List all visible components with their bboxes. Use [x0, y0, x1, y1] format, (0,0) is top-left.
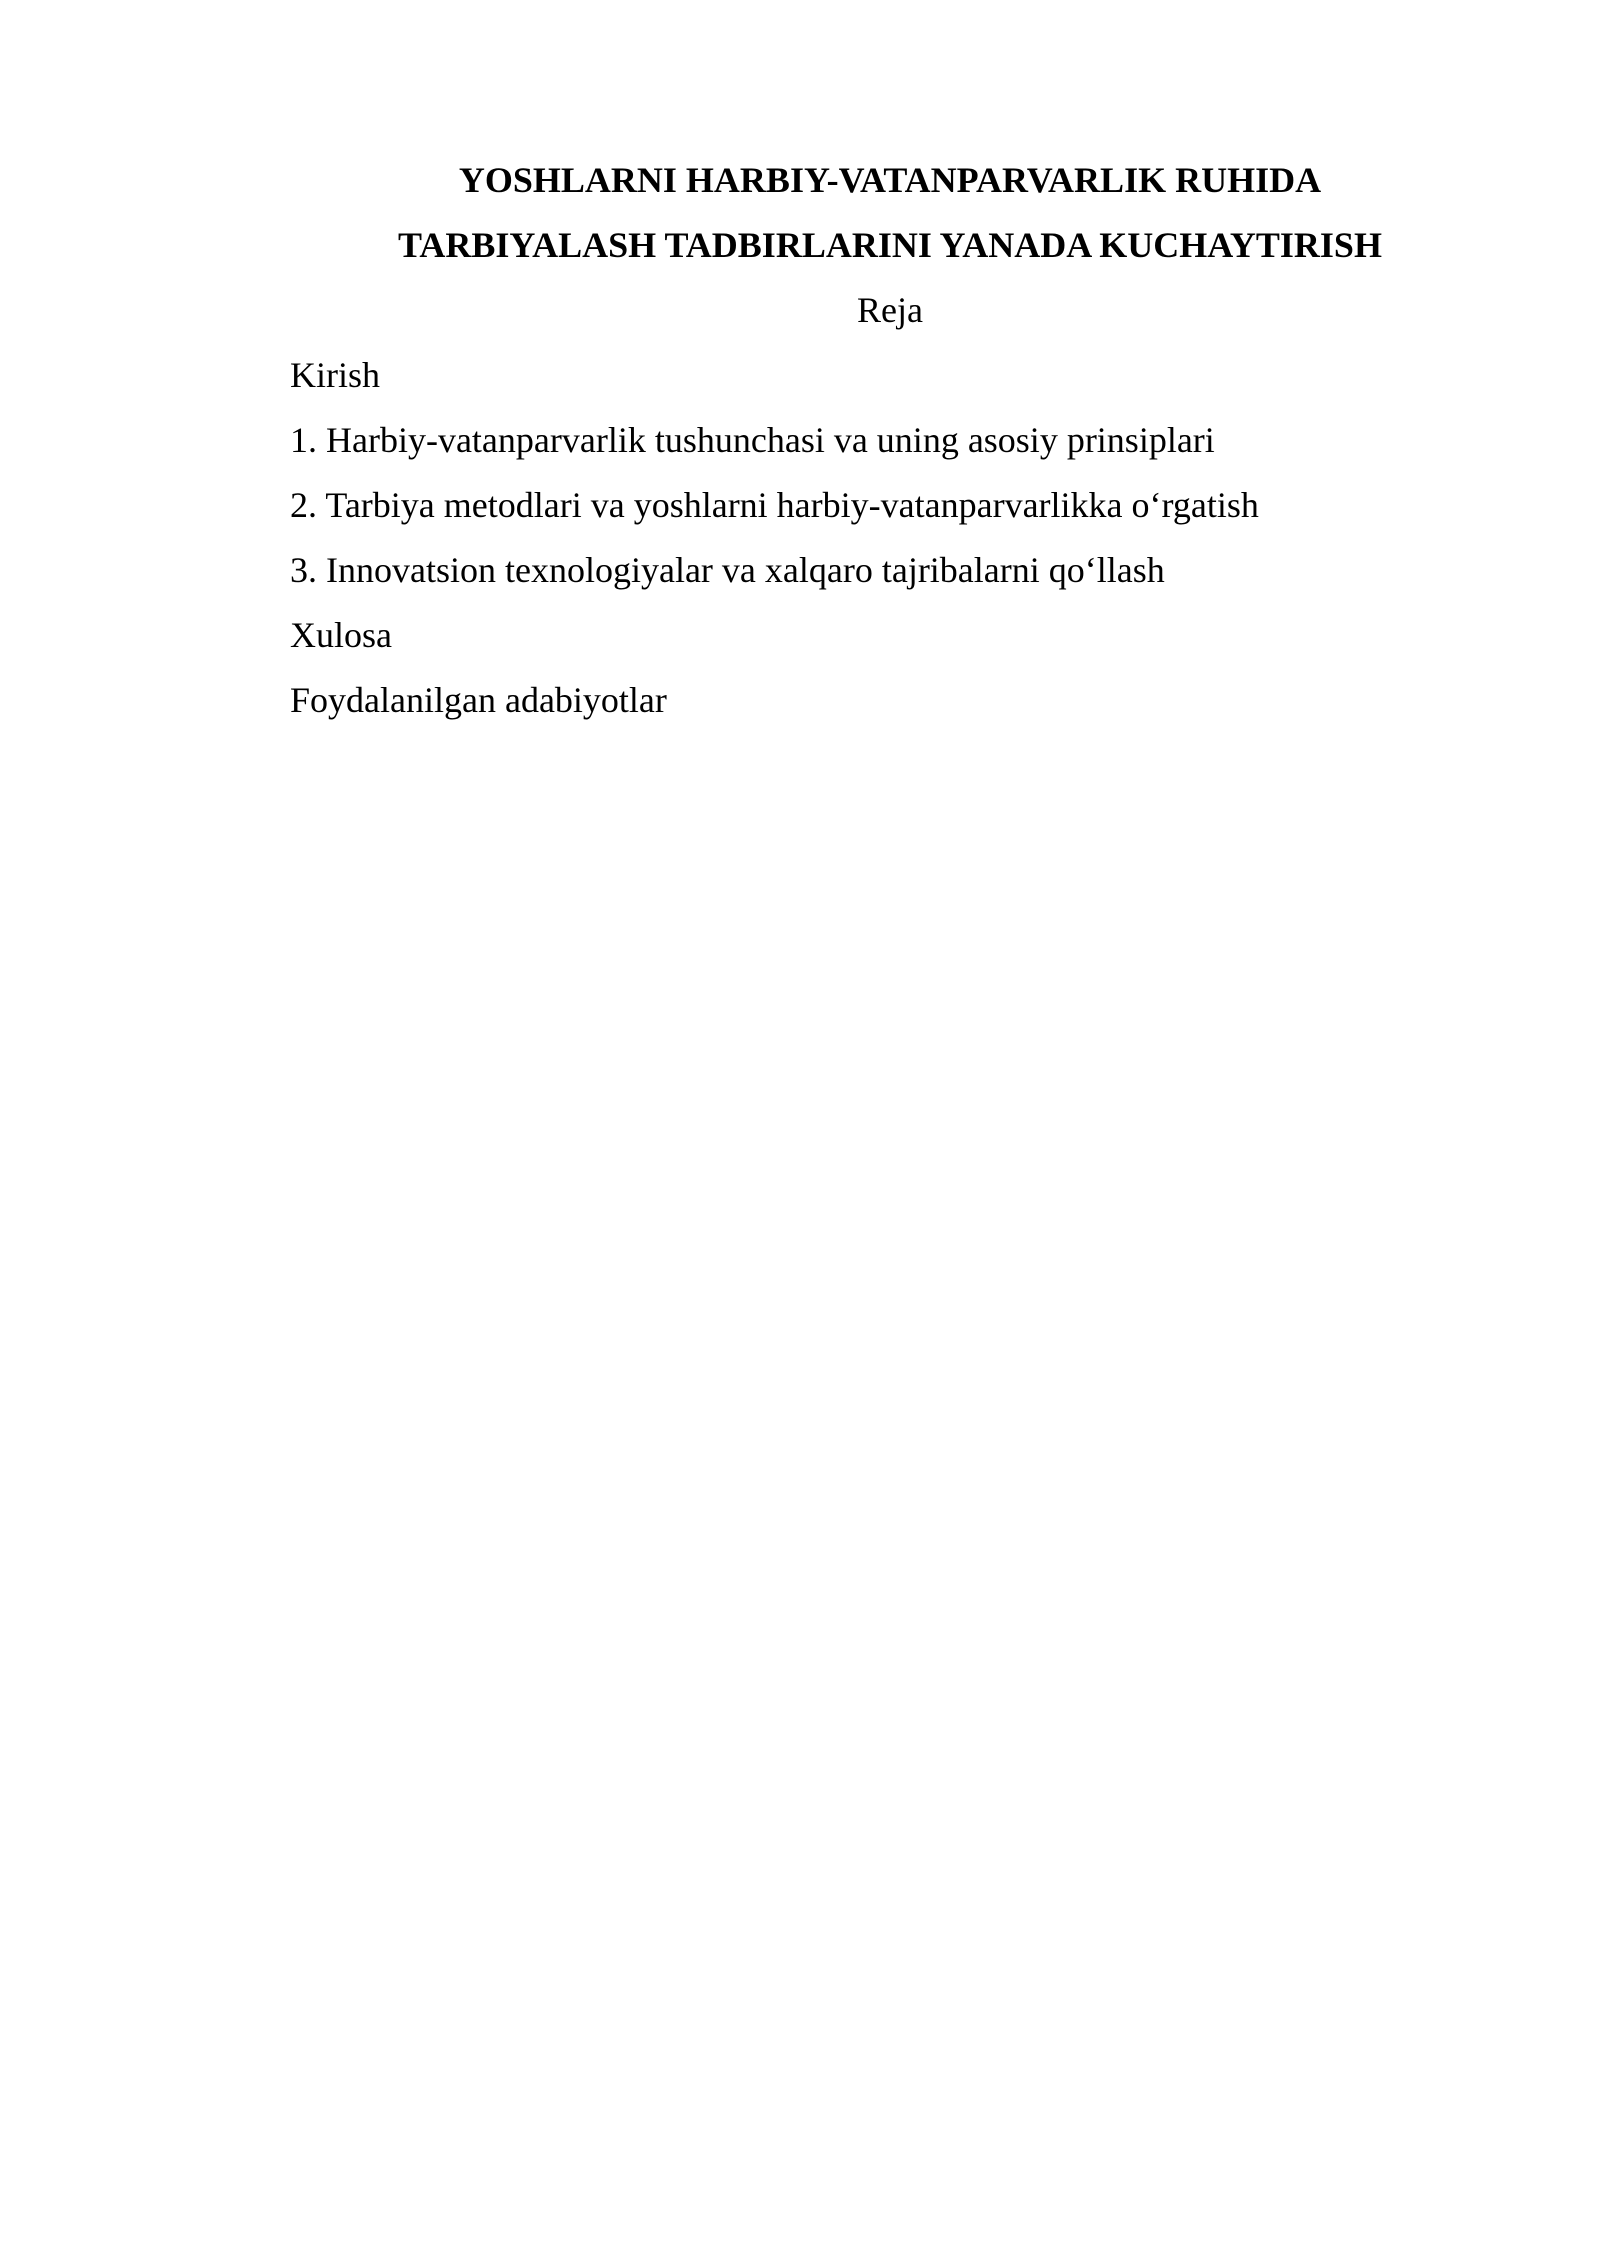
- plan-list: [290, 343, 1490, 733]
- plan-item-conclusion: Xulosa: [290, 615, 392, 655]
- plan-heading: Reja: [857, 290, 923, 330]
- plan-item-references: Foydalanilgan adabiyotlar: [290, 680, 667, 720]
- document-title-line-1: YOSHLARNI HARBIY-VATANPARVARLIK RUHIDA: [458, 160, 1322, 200]
- plan-item-1: 1. Harbiy-vatanparvarlik tushunchasi va uning asosiy prinsiplari: [290, 420, 1215, 460]
- plan-item-2: 2. Tarbiya metodlari va yoshlarni harbiy-vatanparvarlikka o‘rgatish: [290, 485, 1259, 525]
- document-title-line-2: TARBIYALASH TADBIRLARINI YANADA KUCHAYTIRISH: [398, 225, 1382, 265]
- title-block: [290, 148, 1490, 343]
- plan-item-introduction: Kirish: [290, 355, 380, 395]
- plan-item-3: 3. Innovatsion texnologiyalar va xalqaro tajribalarni qo‘llash: [290, 550, 1165, 590]
